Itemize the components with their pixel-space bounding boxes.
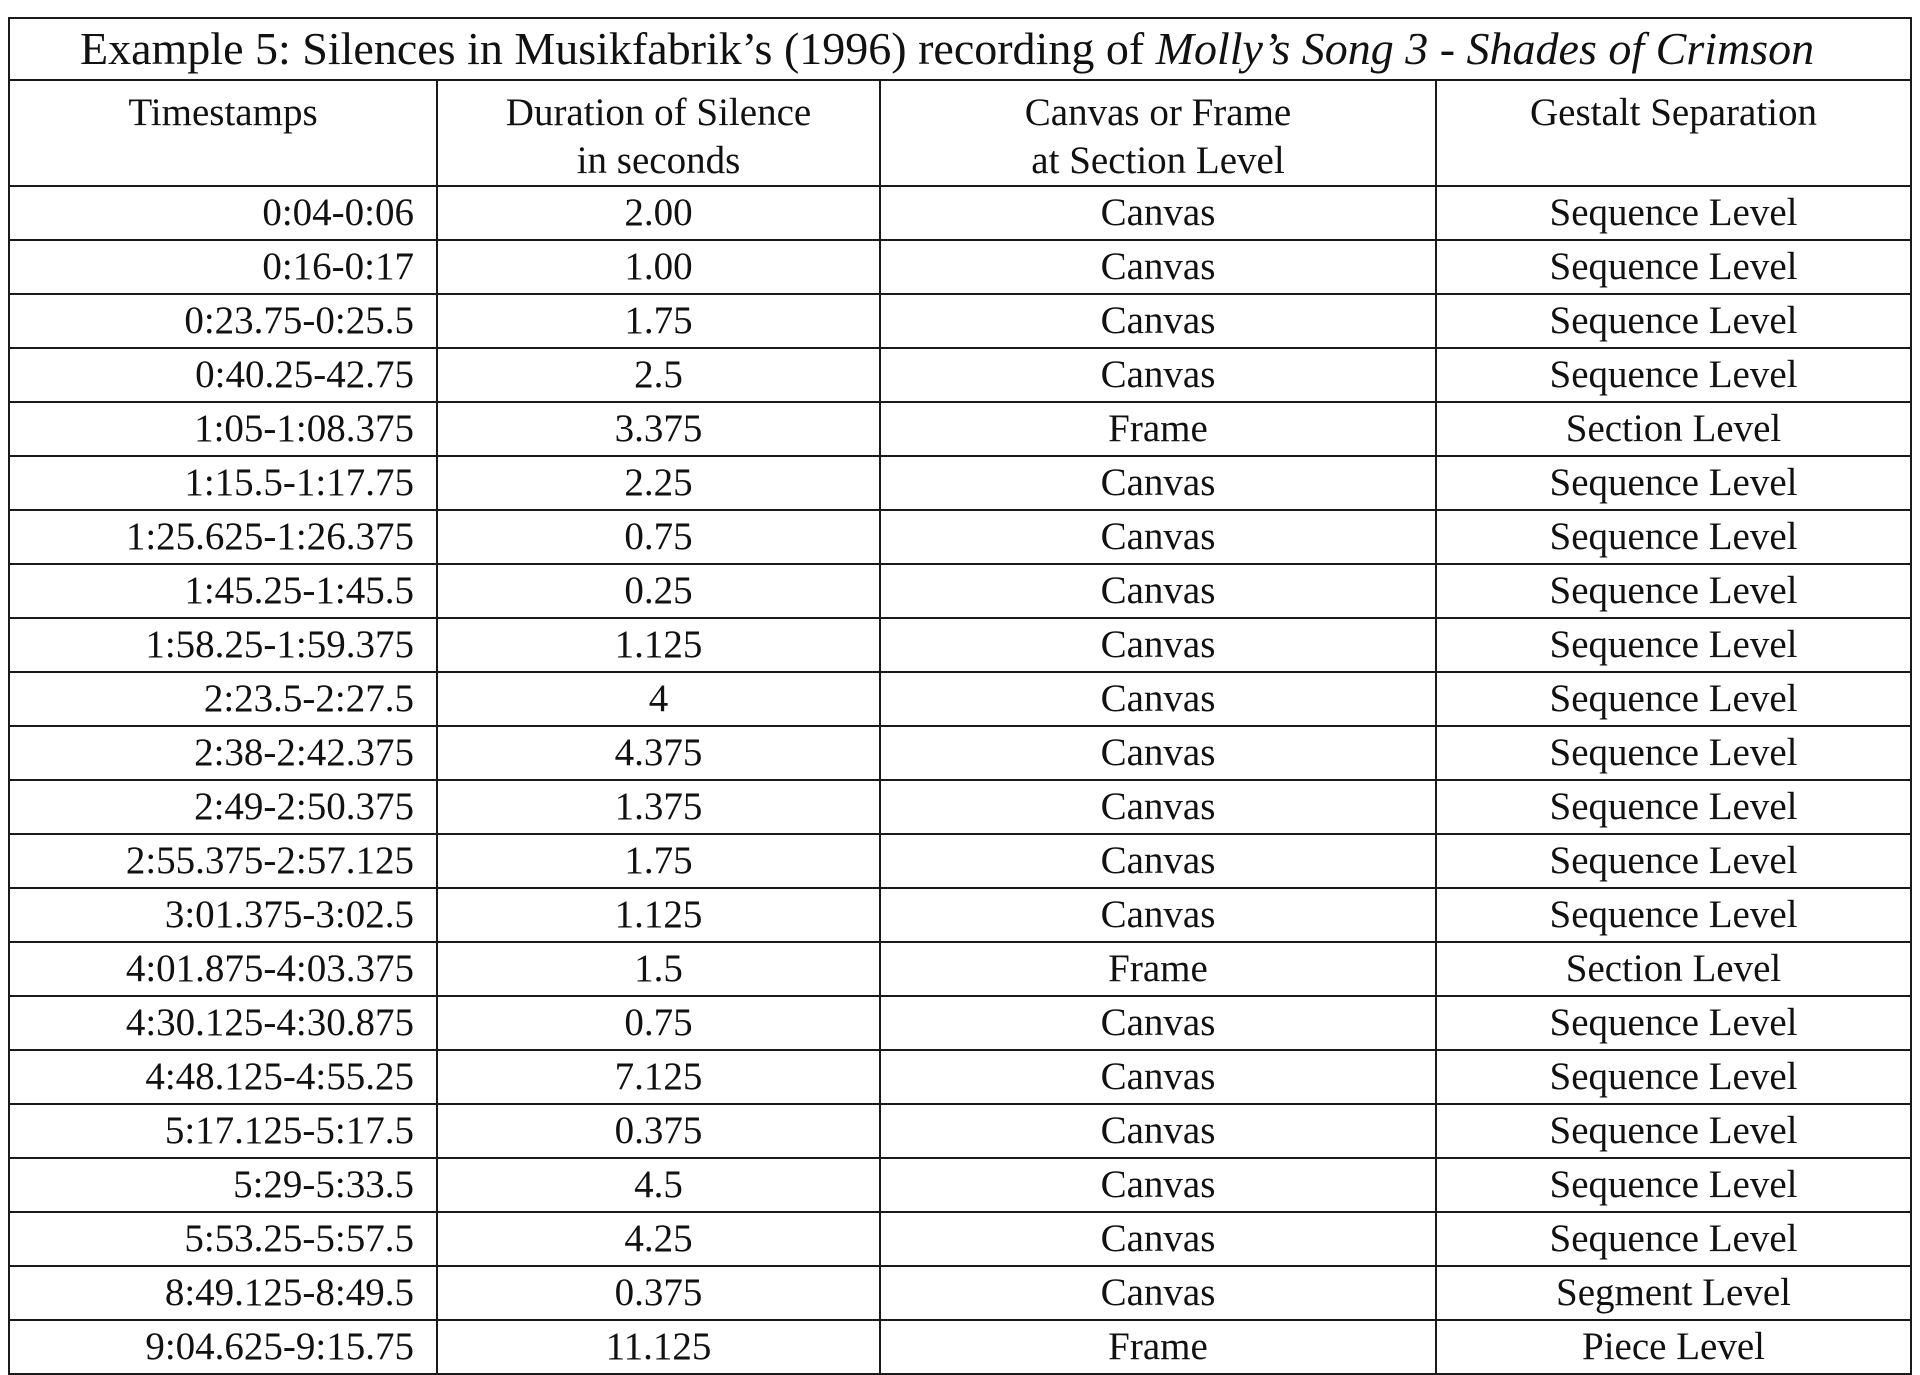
- header-line: at Section Level: [1031, 139, 1285, 182]
- cell-timestamp: 2:23.5-2:27.5: [9, 672, 437, 726]
- cell-duration: 0.375: [437, 1266, 880, 1320]
- cell-timestamp: 8:49.125-8:49.5: [9, 1266, 437, 1320]
- header-duration: [437, 80, 880, 186]
- cell-duration: 1.5: [437, 942, 880, 996]
- cell-duration: 0.375: [437, 1104, 880, 1158]
- cell-timestamp: 4:01.875-4:03.375: [9, 942, 437, 996]
- cell-gestalt-separation: Sequence Level: [1436, 726, 1911, 780]
- table-caption: [9, 18, 1911, 80]
- header-line: Gestalt Separation: [1530, 91, 1818, 134]
- cell-canvas-or-frame: Canvas: [880, 186, 1436, 240]
- table-row: [9, 510, 1911, 564]
- table-row: [9, 564, 1911, 618]
- cell-duration: 1.125: [437, 888, 880, 942]
- table-row: [9, 186, 1911, 240]
- table-row: [9, 942, 1911, 996]
- cell-duration: 1.125: [437, 618, 880, 672]
- cell-canvas-or-frame: Canvas: [880, 294, 1436, 348]
- cell-duration: 0.25: [437, 564, 880, 618]
- table-row: [9, 1158, 1911, 1212]
- header-line: Duration of Silence: [505, 91, 812, 134]
- cell-timestamp: 1:25.625-1:26.375: [9, 510, 437, 564]
- cell-gestalt-separation: Sequence Level: [1436, 1158, 1911, 1212]
- cell-gestalt-separation: Sequence Level: [1436, 672, 1911, 726]
- cell-canvas-or-frame: Canvas: [880, 456, 1436, 510]
- cell-duration: 1.75: [437, 834, 880, 888]
- cell-duration: 3.375: [437, 402, 880, 456]
- cell-timestamp: 1:05-1:08.375: [9, 402, 437, 456]
- table-row: [9, 996, 1911, 1050]
- table-row: [9, 780, 1911, 834]
- cell-gestalt-separation: Sequence Level: [1436, 780, 1911, 834]
- cell-duration: 1.00: [437, 240, 880, 294]
- cell-canvas-or-frame: Canvas: [880, 564, 1436, 618]
- cell-canvas-or-frame: Canvas: [880, 726, 1436, 780]
- table-row: [9, 1212, 1911, 1266]
- cell-canvas-or-frame: Frame: [880, 942, 1436, 996]
- table-row: [9, 618, 1911, 672]
- silences-table: [8, 17, 1912, 1375]
- table-row: [9, 672, 1911, 726]
- header-line: Timestamps: [128, 91, 318, 134]
- cell-timestamp: 0:40.25-42.75: [9, 348, 437, 402]
- caption-title-italic: Molly’s Song 3 - Shades of Crimson: [1155, 23, 1815, 74]
- cell-duration: 2.25: [437, 456, 880, 510]
- cell-gestalt-separation: Segment Level: [1436, 1266, 1911, 1320]
- cell-timestamp: 5:29-5:33.5: [9, 1158, 437, 1212]
- cell-gestalt-separation: Sequence Level: [1436, 618, 1911, 672]
- cell-duration: 0.75: [437, 510, 880, 564]
- table-row: [9, 1050, 1911, 1104]
- cell-duration: 4.5: [437, 1158, 880, 1212]
- cell-gestalt-separation: Sequence Level: [1436, 348, 1911, 402]
- cell-canvas-or-frame: Canvas: [880, 1212, 1436, 1266]
- cell-duration: 2.5: [437, 348, 880, 402]
- cell-timestamp: 2:55.375-2:57.125: [9, 834, 437, 888]
- table-row: [9, 1320, 1911, 1374]
- cell-canvas-or-frame: Canvas: [880, 1266, 1436, 1320]
- cell-timestamp: 2:38-2:42.375: [9, 726, 437, 780]
- cell-canvas-or-frame: Canvas: [880, 510, 1436, 564]
- header-timestamps: [9, 80, 437, 186]
- cell-gestalt-separation: Sequence Level: [1436, 1104, 1911, 1158]
- cell-duration: 11.125: [437, 1320, 880, 1374]
- header-line: Canvas or Frame: [1024, 91, 1292, 134]
- cell-gestalt-separation: Piece Level: [1436, 1320, 1911, 1374]
- cell-timestamp: 0:23.75-0:25.5: [9, 294, 437, 348]
- cell-duration: 1.375: [437, 780, 880, 834]
- cell-duration: 1.75: [437, 294, 880, 348]
- cell-canvas-or-frame: Canvas: [880, 672, 1436, 726]
- cell-gestalt-separation: Sequence Level: [1436, 294, 1911, 348]
- cell-canvas-or-frame: Canvas: [880, 834, 1436, 888]
- cell-gestalt-separation: Sequence Level: [1436, 186, 1911, 240]
- cell-gestalt-separation: Section Level: [1436, 402, 1911, 456]
- cell-duration: 2.00: [437, 186, 880, 240]
- header-line: in seconds: [576, 139, 741, 182]
- table-row: [9, 726, 1911, 780]
- table-row: [9, 294, 1911, 348]
- cell-gestalt-separation: Sequence Level: [1436, 564, 1911, 618]
- cell-canvas-or-frame: Canvas: [880, 888, 1436, 942]
- cell-canvas-or-frame: Canvas: [880, 240, 1436, 294]
- cell-canvas-or-frame: Canvas: [880, 780, 1436, 834]
- cell-canvas-or-frame: Canvas: [880, 1158, 1436, 1212]
- header-row: [9, 80, 1911, 186]
- cell-gestalt-separation: Sequence Level: [1436, 240, 1911, 294]
- table-row: [9, 834, 1911, 888]
- cell-timestamp: 0:04-0:06: [9, 186, 437, 240]
- cell-canvas-or-frame: Canvas: [880, 1104, 1436, 1158]
- cell-timestamp: 9:04.625-9:15.75: [9, 1320, 437, 1374]
- cell-canvas-or-frame: Canvas: [880, 618, 1436, 672]
- table-row: [9, 402, 1911, 456]
- caption-text: Example 5: Silences in Musikfabrik’s (1996) recording of: [80, 23, 1156, 74]
- cell-timestamp: 4:30.125-4:30.875: [9, 996, 437, 1050]
- cell-gestalt-separation: Section Level: [1436, 942, 1911, 996]
- cell-timestamp: 5:17.125-5:17.5: [9, 1104, 437, 1158]
- cell-duration: 7.125: [437, 1050, 880, 1104]
- header-canvas-or-frame: [880, 80, 1436, 186]
- table-row: [9, 1104, 1911, 1158]
- cell-duration: 0.75: [437, 996, 880, 1050]
- cell-timestamp: 5:53.25-5:57.5: [9, 1212, 437, 1266]
- table-row: [9, 888, 1911, 942]
- header-gestalt-separation: [1436, 80, 1911, 186]
- table-row: [9, 1266, 1911, 1320]
- table-row: [9, 240, 1911, 294]
- cell-gestalt-separation: Sequence Level: [1436, 510, 1911, 564]
- cell-timestamp: 3:01.375-3:02.5: [9, 888, 437, 942]
- cell-canvas-or-frame: Frame: [880, 1320, 1436, 1374]
- cell-timestamp: 1:45.25-1:45.5: [9, 564, 437, 618]
- cell-canvas-or-frame: Canvas: [880, 996, 1436, 1050]
- cell-timestamp: 4:48.125-4:55.25: [9, 1050, 437, 1104]
- table-row: [9, 348, 1911, 402]
- cell-gestalt-separation: Sequence Level: [1436, 834, 1911, 888]
- cell-canvas-or-frame: Canvas: [880, 348, 1436, 402]
- cell-duration: 4: [437, 672, 880, 726]
- cell-canvas-or-frame: Canvas: [880, 1050, 1436, 1104]
- cell-timestamp: 1:58.25-1:59.375: [9, 618, 437, 672]
- cell-gestalt-separation: Sequence Level: [1436, 1050, 1911, 1104]
- cell-duration: 4.375: [437, 726, 880, 780]
- table-row: [9, 456, 1911, 510]
- cell-gestalt-separation: Sequence Level: [1436, 456, 1911, 510]
- cell-gestalt-separation: Sequence Level: [1436, 888, 1911, 942]
- caption-row: [9, 18, 1911, 80]
- cell-timestamp: 2:49-2:50.375: [9, 780, 437, 834]
- cell-gestalt-separation: Sequence Level: [1436, 1212, 1911, 1266]
- cell-timestamp: 1:15.5-1:17.75: [9, 456, 437, 510]
- cell-canvas-or-frame: Frame: [880, 402, 1436, 456]
- cell-timestamp: 0:16-0:17: [9, 240, 437, 294]
- cell-duration: 4.25: [437, 1212, 880, 1266]
- cell-gestalt-separation: Sequence Level: [1436, 996, 1911, 1050]
